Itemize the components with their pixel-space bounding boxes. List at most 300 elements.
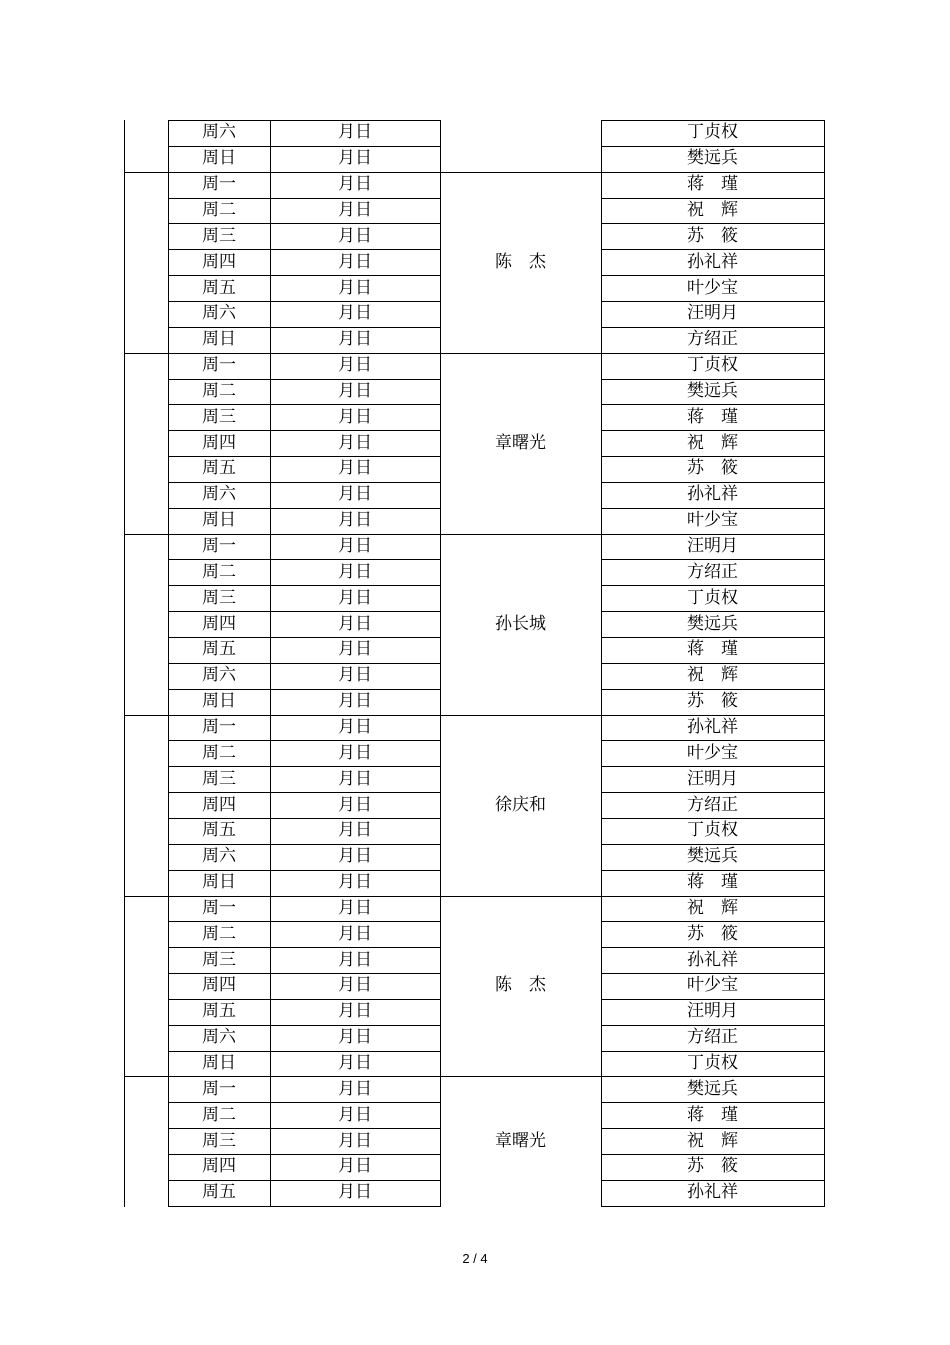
- day-cell-text: 周日: [202, 872, 236, 893]
- week-leader-cell: [440, 172, 601, 353]
- person-cell: [601, 921, 824, 947]
- day-cell: [168, 689, 270, 715]
- person-cell: [601, 1076, 824, 1102]
- date-cell: [270, 766, 440, 792]
- date-cell: [270, 870, 440, 896]
- person-cell: [601, 379, 824, 405]
- person-cell: [601, 689, 824, 715]
- person-cell-text: 蒋 瑾: [687, 872, 738, 893]
- day-cell: [168, 430, 270, 456]
- person-cell-text: 叶少宝: [687, 742, 738, 763]
- person-cell: [601, 973, 824, 999]
- row-divider: [601, 999, 825, 1000]
- person-cell-text: 孙礼祥: [687, 949, 738, 970]
- day-cell: [168, 198, 270, 224]
- person-cell: [601, 947, 824, 973]
- row-divider: [601, 1076, 825, 1077]
- date-cell: [270, 689, 440, 715]
- day-cell: [168, 146, 270, 172]
- person-cell: [601, 404, 824, 430]
- day-cell-text: 周一: [202, 536, 236, 557]
- date-cell-text: 月日: [338, 587, 372, 608]
- row-divider: [601, 120, 825, 121]
- day-cell: [168, 327, 270, 353]
- person-cell-text: 汪明月: [687, 768, 738, 789]
- row-divider: [601, 947, 825, 948]
- person-cell: [601, 1051, 824, 1077]
- row-divider: [168, 1051, 441, 1052]
- day-cell: [168, 792, 270, 818]
- day-cell: [168, 1180, 270, 1206]
- row-divider: [601, 249, 825, 250]
- person-cell-text: 丁贞权: [687, 355, 738, 376]
- row-divider: [601, 740, 825, 741]
- day-cell-text: 周六: [202, 665, 236, 686]
- date-cell: [270, 327, 440, 353]
- row-divider: [601, 198, 825, 199]
- day-cell-text: 周四: [202, 975, 236, 996]
- day-cell: [168, 870, 270, 896]
- person-cell-text: 孙礼祥: [687, 484, 738, 505]
- row-divider: [168, 353, 441, 354]
- date-cell-text: 月日: [338, 1053, 372, 1074]
- day-cell-text: 周三: [202, 1130, 236, 1151]
- person-cell-text: 祝 辉: [687, 432, 738, 453]
- person-cell-text: 方绍正: [687, 794, 738, 815]
- day-cell-text: 周一: [202, 355, 236, 376]
- person-cell-text: 祝 辉: [687, 199, 738, 220]
- day-cell-text: 周五: [202, 1001, 236, 1022]
- week-divider: [124, 1076, 168, 1077]
- day-cell-text: 周四: [202, 432, 236, 453]
- date-cell-text: 月日: [338, 1078, 372, 1099]
- row-divider: [168, 559, 441, 560]
- row-divider: [601, 870, 825, 871]
- row-divider: [168, 1076, 441, 1077]
- date-cell: [270, 844, 440, 870]
- row-divider: [168, 947, 441, 948]
- day-cell: [168, 947, 270, 973]
- day-cell: [168, 921, 270, 947]
- person-cell: [601, 430, 824, 456]
- day-cell-text: 周二: [202, 561, 236, 582]
- date-cell-text: 月日: [338, 613, 372, 634]
- date-cell-text: 月日: [338, 251, 372, 272]
- person-cell-text: 樊远兵: [687, 846, 738, 867]
- date-cell: [270, 559, 440, 585]
- row-divider: [601, 1051, 825, 1052]
- person-cell: [601, 1180, 824, 1206]
- day-cell: [168, 818, 270, 844]
- person-cell-text: 樊远兵: [687, 1078, 738, 1099]
- date-cell: [270, 1180, 440, 1206]
- week-leader-cell-text: 陈 杰: [495, 975, 546, 996]
- row-divider: [168, 404, 441, 405]
- row-divider: [168, 1102, 441, 1103]
- row-divider: [601, 482, 825, 483]
- row-divider: [601, 534, 825, 535]
- row-divider: [601, 921, 825, 922]
- day-cell: [168, 896, 270, 922]
- person-cell: [601, 585, 824, 611]
- row-divider: [168, 999, 441, 1000]
- date-cell: [270, 818, 440, 844]
- day-cell: [168, 379, 270, 405]
- person-cell: [601, 249, 824, 275]
- person-cell-text: 苏 筱: [687, 691, 738, 712]
- row-divider: [168, 766, 441, 767]
- person-cell: [601, 146, 824, 172]
- row-divider: [601, 1128, 825, 1129]
- person-cell-text: 樊远兵: [687, 148, 738, 169]
- person-cell-text: 苏 筱: [687, 1156, 738, 1177]
- week-divider: [440, 534, 601, 535]
- date-cell: [270, 223, 440, 249]
- day-cell-text: 周日: [202, 329, 236, 350]
- person-cell-text: 苏 筱: [687, 225, 738, 246]
- week-leader-cell-text: 徐庆和: [495, 794, 546, 815]
- day-cell-text: 周一: [202, 716, 236, 737]
- day-cell: [168, 456, 270, 482]
- row-divider: [168, 973, 441, 974]
- row-divider: [601, 766, 825, 767]
- day-cell: [168, 482, 270, 508]
- week-leader-cell: [440, 534, 601, 715]
- week-leader-cell-text: 章曙光: [495, 432, 546, 453]
- day-cell-text: 周五: [202, 639, 236, 660]
- row-divider: [168, 585, 441, 586]
- row-divider: [601, 301, 825, 302]
- date-cell-text: 月日: [338, 742, 372, 763]
- day-cell-text: 周六: [202, 846, 236, 867]
- person-cell-text: 叶少宝: [687, 510, 738, 531]
- day-cell-text: 周五: [202, 820, 236, 841]
- day-cell-text: 周三: [202, 587, 236, 608]
- week-leader-cell: [440, 120, 601, 172]
- row-divider: [168, 1128, 441, 1129]
- person-cell-text: 方绍正: [687, 1027, 738, 1048]
- date-cell: [270, 301, 440, 327]
- date-cell-text: 月日: [338, 303, 372, 324]
- page-number: 2 / 4: [462, 1251, 488, 1266]
- date-cell-text: 月日: [338, 665, 372, 686]
- person-cell: [601, 120, 824, 146]
- date-cell: [270, 1076, 440, 1102]
- week-divider: [440, 715, 601, 716]
- date-cell-text: 月日: [338, 484, 372, 505]
- week-divider: [124, 715, 168, 716]
- person-cell-text: 蒋 瑾: [687, 406, 738, 427]
- day-cell: [168, 766, 270, 792]
- person-cell-text: 孙礼祥: [687, 1182, 738, 1203]
- day-cell-text: 周二: [202, 199, 236, 220]
- week-leader-cell-text: 陈 杰: [495, 251, 546, 272]
- date-cell: [270, 249, 440, 275]
- date-cell-text: 月日: [338, 975, 372, 996]
- person-cell: [601, 327, 824, 353]
- person-cell: [601, 818, 824, 844]
- row-divider: [168, 896, 441, 897]
- date-cell: [270, 482, 440, 508]
- day-cell: [168, 637, 270, 663]
- day-cell: [168, 715, 270, 741]
- person-cell-text: 孙礼祥: [687, 716, 738, 737]
- row-divider: [601, 663, 825, 664]
- person-cell: [601, 534, 824, 560]
- week-divider: [124, 172, 168, 173]
- day-cell-text: 周三: [202, 949, 236, 970]
- date-cell: [270, 146, 440, 172]
- day-cell: [168, 740, 270, 766]
- person-cell: [601, 198, 824, 224]
- date-cell: [270, 637, 440, 663]
- person-cell: [601, 301, 824, 327]
- day-cell-text: 周四: [202, 613, 236, 634]
- person-cell-text: 苏 筱: [687, 458, 738, 479]
- week-divider: [440, 896, 601, 897]
- row-divider: [168, 120, 441, 121]
- week-divider: [440, 353, 601, 354]
- date-cell-text: 月日: [338, 277, 372, 298]
- date-cell: [270, 921, 440, 947]
- day-cell: [168, 999, 270, 1025]
- row-divider: [601, 404, 825, 405]
- date-cell-text: 月日: [338, 458, 372, 479]
- date-cell: [270, 585, 440, 611]
- day-cell-text: 周六: [202, 1027, 236, 1048]
- person-cell: [601, 740, 824, 766]
- row-divider: [168, 301, 441, 302]
- day-cell-text: 周四: [202, 1156, 236, 1177]
- date-cell: [270, 999, 440, 1025]
- column-divider: [601, 120, 602, 1207]
- day-cell-text: 周四: [202, 794, 236, 815]
- row-divider: [168, 223, 441, 224]
- day-cell-text: 周三: [202, 225, 236, 246]
- date-cell-text: 月日: [338, 1182, 372, 1203]
- day-cell-text: 周三: [202, 406, 236, 427]
- person-cell: [601, 1154, 824, 1180]
- row-divider: [601, 223, 825, 224]
- row-divider: [601, 896, 825, 897]
- row-divider: [168, 1206, 441, 1207]
- person-cell-text: 祝 辉: [687, 897, 738, 918]
- person-cell: [601, 637, 824, 663]
- date-cell-text: 月日: [338, 561, 372, 582]
- week-leader-cell: [440, 1076, 601, 1205]
- day-cell-text: 周六: [202, 484, 236, 505]
- week-leader-cell: [440, 715, 601, 896]
- row-divider: [601, 637, 825, 638]
- row-divider: [168, 172, 441, 173]
- day-cell: [168, 1102, 270, 1128]
- row-divider: [601, 146, 825, 147]
- date-cell-text: 月日: [338, 1001, 372, 1022]
- date-cell: [270, 404, 440, 430]
- date-cell-text: 月日: [338, 355, 372, 376]
- row-divider: [168, 637, 441, 638]
- person-cell-text: 丁贞权: [687, 1053, 738, 1074]
- person-cell-text: 蒋 瑾: [687, 174, 738, 195]
- week-leader-cell: [440, 353, 601, 534]
- date-cell: [270, 1051, 440, 1077]
- row-divider: [168, 663, 441, 664]
- date-cell-text: 月日: [338, 148, 372, 169]
- day-cell: [168, 559, 270, 585]
- row-divider: [601, 585, 825, 586]
- column-divider: [440, 120, 441, 1207]
- row-divider: [601, 1154, 825, 1155]
- row-divider: [168, 198, 441, 199]
- day-cell-text: 周六: [202, 122, 236, 143]
- row-divider: [601, 172, 825, 173]
- row-divider: [601, 379, 825, 380]
- day-cell: [168, 249, 270, 275]
- person-cell: [601, 663, 824, 689]
- row-divider: [601, 430, 825, 431]
- person-cell: [601, 456, 824, 482]
- date-cell: [270, 508, 440, 534]
- row-divider: [168, 792, 441, 793]
- column-divider: [824, 120, 825, 1207]
- date-cell: [270, 663, 440, 689]
- date-cell: [270, 947, 440, 973]
- day-cell: [168, 172, 270, 198]
- person-cell-text: 祝 辉: [687, 1130, 738, 1151]
- day-cell: [168, 1051, 270, 1077]
- week-leader-cell-text: 章曙光: [495, 1130, 546, 1151]
- day-cell: [168, 1076, 270, 1102]
- row-divider: [601, 456, 825, 457]
- person-cell: [601, 999, 824, 1025]
- date-cell: [270, 715, 440, 741]
- row-divider: [168, 740, 441, 741]
- date-cell: [270, 740, 440, 766]
- day-cell: [168, 353, 270, 379]
- person-cell-text: 苏 筱: [687, 923, 738, 944]
- row-divider: [168, 611, 441, 612]
- person-cell: [601, 1102, 824, 1128]
- person-cell: [601, 172, 824, 198]
- date-cell: [270, 792, 440, 818]
- row-divider: [601, 818, 825, 819]
- date-cell: [270, 379, 440, 405]
- row-divider: [601, 353, 825, 354]
- row-divider: [168, 870, 441, 871]
- day-cell: [168, 508, 270, 534]
- table-left-border: [124, 120, 125, 1207]
- person-cell-text: 丁贞权: [687, 122, 738, 143]
- row-divider: [601, 1025, 825, 1026]
- date-cell-text: 月日: [338, 225, 372, 246]
- person-cell: [601, 896, 824, 922]
- date-cell: [270, 430, 440, 456]
- day-cell-text: 周日: [202, 691, 236, 712]
- row-divider: [168, 327, 441, 328]
- person-cell-text: 丁贞权: [687, 587, 738, 608]
- day-cell-text: 周三: [202, 768, 236, 789]
- day-cell-text: 周一: [202, 897, 236, 918]
- date-cell-text: 月日: [338, 406, 372, 427]
- row-divider: [601, 508, 825, 509]
- date-cell-text: 月日: [338, 923, 372, 944]
- day-cell: [168, 223, 270, 249]
- row-divider: [601, 715, 825, 716]
- row-divider: [601, 611, 825, 612]
- person-cell: [601, 275, 824, 301]
- day-cell-text: 周六: [202, 303, 236, 324]
- date-cell-text: 月日: [338, 639, 372, 660]
- date-cell: [270, 534, 440, 560]
- person-cell-text: 汪明月: [687, 1001, 738, 1022]
- day-cell: [168, 663, 270, 689]
- day-cell-text: 周五: [202, 1182, 236, 1203]
- row-divider: [168, 430, 441, 431]
- day-cell-text: 周一: [202, 1078, 236, 1099]
- date-cell-text: 月日: [338, 716, 372, 737]
- row-divider: [168, 249, 441, 250]
- row-divider: [168, 1180, 441, 1181]
- person-cell-text: 方绍正: [687, 329, 738, 350]
- row-divider: [601, 1102, 825, 1103]
- day-cell: [168, 844, 270, 870]
- person-cell-text: 方绍正: [687, 561, 738, 582]
- person-cell: [601, 870, 824, 896]
- person-cell-text: 汪明月: [687, 303, 738, 324]
- date-cell-text: 月日: [338, 329, 372, 350]
- row-divider: [601, 689, 825, 690]
- row-divider: [601, 844, 825, 845]
- row-divider: [168, 482, 441, 483]
- person-cell: [601, 482, 824, 508]
- day-cell: [168, 120, 270, 146]
- date-cell-text: 月日: [338, 122, 372, 143]
- date-cell-text: 月日: [338, 199, 372, 220]
- column-divider: [168, 120, 169, 1207]
- person-cell-text: 蒋 瑾: [687, 1104, 738, 1125]
- day-cell: [168, 585, 270, 611]
- date-cell-text: 月日: [338, 1130, 372, 1151]
- date-cell: [270, 1154, 440, 1180]
- day-cell-text: 周一: [202, 174, 236, 195]
- row-divider: [168, 456, 441, 457]
- date-cell: [270, 1128, 440, 1154]
- date-cell: [270, 275, 440, 301]
- day-cell: [168, 611, 270, 637]
- date-cell-text: 月日: [338, 872, 372, 893]
- date-cell-text: 月日: [338, 846, 372, 867]
- row-divider: [168, 379, 441, 380]
- row-divider: [168, 689, 441, 690]
- day-cell-text: 周日: [202, 148, 236, 169]
- date-cell: [270, 611, 440, 637]
- person-cell-text: 孙礼祥: [687, 251, 738, 272]
- row-divider: [601, 973, 825, 974]
- person-cell: [601, 611, 824, 637]
- row-divider: [601, 1180, 825, 1181]
- date-cell-text: 月日: [338, 794, 372, 815]
- week-divider: [124, 896, 168, 897]
- row-divider: [168, 715, 441, 716]
- day-cell: [168, 1154, 270, 1180]
- row-divider: [601, 275, 825, 276]
- day-cell: [168, 1025, 270, 1051]
- date-cell: [270, 353, 440, 379]
- day-cell: [168, 301, 270, 327]
- date-cell: [270, 172, 440, 198]
- row-divider: [168, 921, 441, 922]
- person-cell: [601, 1025, 824, 1051]
